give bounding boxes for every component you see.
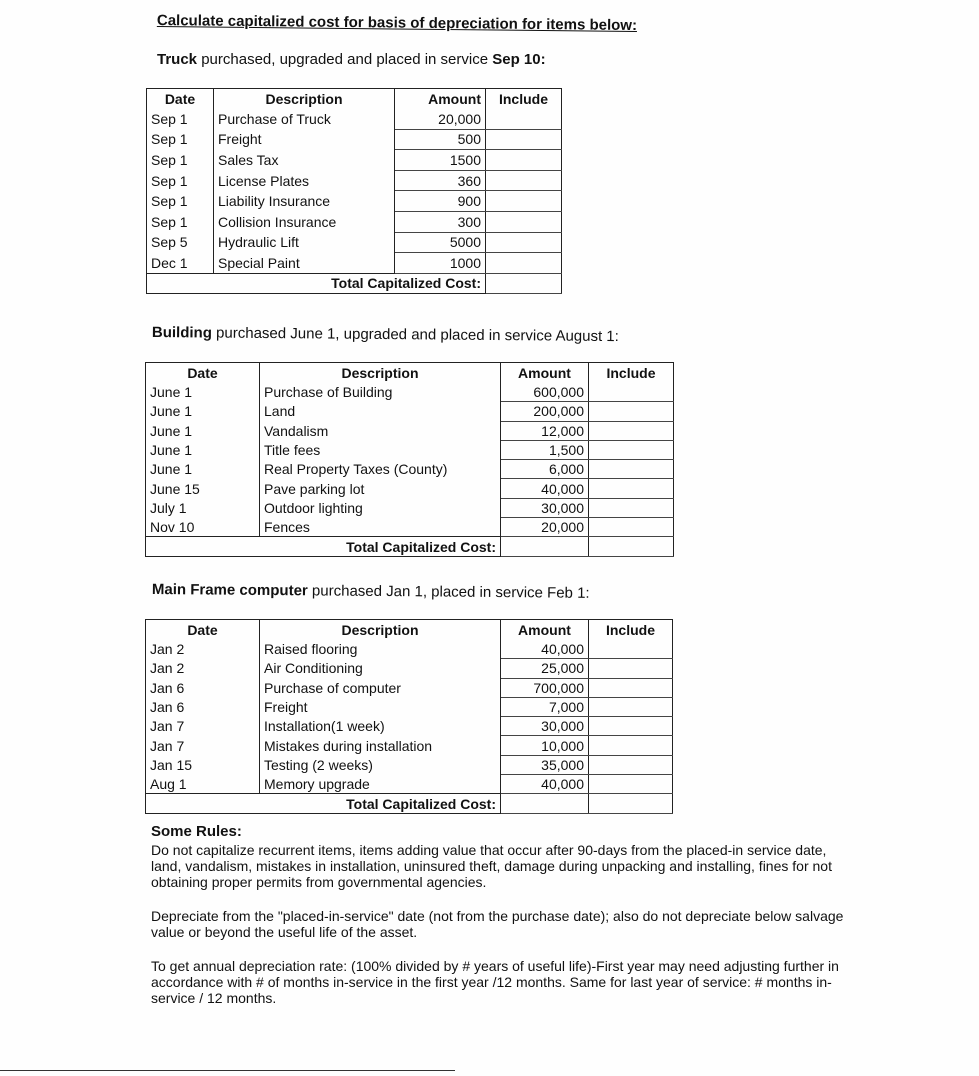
building-table-body (146, 383, 674, 537)
date-cell: Sep 1 (147, 170, 214, 191)
computer-cost-table (145, 619, 673, 814)
description-cell: Testing (2 weeks) (260, 755, 501, 774)
include-cell[interactable] (486, 253, 562, 274)
include-cell[interactable] (589, 498, 674, 517)
include-cell[interactable] (486, 109, 562, 129)
building-cost-table (145, 362, 674, 557)
date-cell: June 1 (146, 402, 260, 421)
amount-cell: 5000 (395, 232, 486, 253)
table-row (146, 421, 674, 440)
table-row (146, 678, 673, 697)
table-row (146, 383, 674, 402)
include-cell[interactable] (589, 518, 674, 537)
table-row (146, 460, 674, 479)
amount-cell: 600,000 (501, 383, 589, 402)
table-row (146, 755, 673, 774)
table-row (147, 170, 562, 191)
table-row (146, 717, 673, 736)
table-row (147, 191, 562, 212)
date-cell: Jan 7 (146, 717, 260, 736)
include-cell[interactable] (589, 640, 673, 659)
amount-cell: 200,000 (501, 402, 589, 421)
description-cell: Freight (260, 697, 501, 716)
date-cell: Jan 6 (146, 697, 260, 716)
date-cell: Jan 15 (146, 755, 260, 774)
truck-heading-date: Sep 10: (492, 51, 546, 68)
amount-cell: 500 (395, 129, 486, 150)
date-cell: Sep 1 (147, 129, 214, 150)
date-cell: June 1 (146, 440, 260, 459)
table-row (147, 211, 562, 232)
description-cell: Freight (214, 129, 395, 150)
date-cell: June 15 (146, 479, 260, 498)
table-row (146, 402, 674, 421)
table-header-row (146, 363, 674, 384)
table-row (146, 440, 674, 459)
include-cell[interactable] (486, 191, 562, 212)
truck-table-body (147, 109, 562, 273)
description-cell: License Plates (214, 170, 395, 191)
table-row (146, 498, 674, 517)
truck-heading-text: purchased, upgraded and placed in service (197, 51, 493, 68)
include-cell[interactable] (589, 736, 673, 755)
include-cell[interactable] (589, 717, 673, 736)
date-cell: Jan 2 (146, 659, 260, 678)
include-cell[interactable] (486, 170, 562, 191)
date-cell: Sep 1 (147, 109, 214, 129)
amount-column-header: Amount (395, 89, 486, 110)
table-row (147, 232, 562, 253)
amount-column-header: Amount (501, 620, 589, 641)
description-cell: Purchase of Building (260, 383, 501, 402)
date-cell: Aug 1 (146, 775, 260, 794)
description-cell: Air Conditioning (260, 659, 501, 678)
amount-cell: 300 (395, 211, 486, 232)
total-capitalized-cost-input[interactable] (486, 273, 562, 293)
include-cell[interactable] (589, 460, 674, 479)
include-cell[interactable] (486, 150, 562, 171)
table-row (146, 736, 673, 755)
description-cell: Special Paint (214, 253, 395, 274)
description-cell: Vandalism (260, 421, 501, 440)
description-cell: Memory upgrade (260, 775, 501, 794)
amount-cell: 30,000 (501, 498, 589, 517)
rule-paragraph-capitalization: Do not capitalize recurrent items, items adding value that occur after 90-days from the placed-in service date, land, vandalism, mistakes in installation, uninsured theft, damage during unpacking and installing, fines for not obtaining proper permits from governmental agencies. (151, 842, 832, 890)
amount-cell: 1000 (395, 253, 486, 274)
amount-cell: 360 (395, 170, 486, 191)
amount-cell: 6,000 (501, 460, 589, 479)
date-cell: Sep 1 (147, 191, 214, 212)
total-row (146, 794, 673, 814)
table-row (146, 697, 673, 716)
include-column-header: Include (589, 363, 674, 384)
date-cell: Sep 1 (147, 211, 214, 232)
total-include-input[interactable] (589, 794, 673, 814)
description-cell: Hydraulic Lift (214, 232, 395, 253)
total-row-spacer (146, 537, 260, 557)
description-column-header: Description (214, 89, 395, 110)
include-cell[interactable] (589, 697, 673, 716)
computer-heading-bold: Main Frame computer (151, 581, 308, 600)
date-cell: June 1 (146, 421, 260, 440)
total-row (147, 273, 562, 293)
date-cell: Jan 2 (146, 640, 260, 659)
amount-cell: 20,000 (395, 109, 486, 129)
include-cell[interactable] (589, 479, 674, 498)
amount-cell: 700,000 (501, 678, 589, 697)
description-cell: Liability Insurance (214, 191, 395, 212)
description-cell: Raised flooring (260, 640, 501, 659)
date-cell: Sep 1 (147, 150, 214, 171)
description-column-header: Description (260, 363, 501, 384)
description-cell: Title fees (260, 440, 501, 459)
include-cell[interactable] (589, 678, 673, 697)
description-cell: Outdoor lighting (260, 498, 501, 517)
truck-section-heading (157, 51, 546, 68)
rule-paragraph-depreciation-rate: To get annual depreciation rate: (100% divided by # years of useful life)-First year may need adjusting further in accordance with # of months in-service in the first year /12 months. Same for last year of service: # months in-service / 12 months. (151, 958, 839, 1006)
rules-section (151, 824, 851, 1006)
date-column-header: Date (146, 363, 260, 384)
date-cell: Nov 10 (146, 518, 260, 537)
date-cell: June 1 (146, 460, 260, 479)
rule-paragraph-placed-in-service: Depreciate from the "placed-in-service" date (not from the purchase date); also do not depreciate below salvage value or beyond the useful life of the asset. (151, 908, 844, 940)
description-cell: Purchase of Truck (214, 109, 395, 129)
building-section-heading (152, 324, 619, 345)
amount-cell: 900 (395, 191, 486, 212)
truck-cost-table (146, 88, 562, 294)
computer-table-body (146, 640, 673, 794)
amount-cell: 7,000 (501, 697, 589, 716)
total-row (146, 537, 674, 557)
date-cell: July 1 (146, 498, 260, 517)
amount-cell: 12,000 (501, 421, 589, 440)
total-capitalized-cost-label: Total Capitalized Cost: (260, 537, 501, 557)
description-cell: Real Property Taxes (County) (260, 460, 501, 479)
include-cell[interactable] (486, 232, 562, 253)
amount-column-header: Amount (501, 363, 589, 384)
include-cell[interactable] (486, 211, 562, 232)
description-cell: Purchase of computer (260, 678, 501, 697)
computer-section-heading (152, 581, 590, 602)
table-row (146, 518, 674, 537)
date-cell: Jan 6 (146, 678, 260, 697)
page-bottom-divider (0, 1070, 455, 1071)
building-heading-bold: Building (151, 324, 212, 342)
include-cell[interactable] (589, 755, 673, 774)
amount-cell: 40,000 (501, 479, 589, 498)
amount-cell: 10,000 (501, 736, 589, 755)
table-row (147, 150, 562, 171)
include-cell[interactable] (589, 402, 674, 421)
description-cell: Mistakes during installation (260, 736, 501, 755)
table-row (147, 253, 562, 274)
table-header-row (146, 620, 673, 641)
description-cell: Land (260, 402, 501, 421)
date-column-header: Date (147, 89, 214, 110)
table-row (146, 479, 674, 498)
description-cell: Installation(1 week) (260, 717, 501, 736)
table-row (146, 775, 673, 794)
include-column-header: Include (486, 89, 562, 110)
amount-cell: 40,000 (501, 775, 589, 794)
amount-cell: 40,000 (501, 640, 589, 659)
table-header-row (147, 89, 562, 110)
table-row (147, 129, 562, 150)
date-column-header: Date (146, 620, 260, 641)
total-row-spacer (147, 273, 214, 293)
include-cell[interactable] (589, 775, 673, 794)
include-cell[interactable] (589, 659, 673, 678)
table-row (146, 640, 673, 659)
amount-cell: 35,000 (501, 755, 589, 774)
description-cell: Collision Insurance (214, 211, 395, 232)
truck-heading-bold: Truck (157, 51, 198, 68)
amount-cell: 20,000 (501, 518, 589, 537)
date-cell: Jan 7 (146, 736, 260, 755)
amount-cell: 25,000 (501, 659, 589, 678)
include-cell[interactable] (589, 421, 674, 440)
table-row (146, 659, 673, 678)
total-row-spacer (146, 794, 260, 814)
amount-cell: 1,500 (501, 440, 589, 459)
computer-heading-text: purchased Jan 1, placed in service Feb 1: (307, 582, 590, 602)
description-cell: Pave parking lot (260, 479, 501, 498)
include-cell[interactable] (486, 129, 562, 150)
total-amount-input[interactable] (501, 794, 589, 814)
date-cell: Dec 1 (147, 253, 214, 274)
total-capitalized-cost-label: Total Capitalized Cost: (214, 273, 486, 293)
include-column-header: Include (589, 620, 673, 641)
total-capitalized-cost-label: Total Capitalized Cost: (260, 794, 501, 814)
include-cell[interactable] (589, 440, 674, 459)
description-cell: Fences (260, 518, 501, 537)
amount-cell: 30,000 (501, 717, 589, 736)
page-title: Calculate capitalized cost for basis of depreciation for items below: (156, 12, 638, 35)
rules-heading: Some Rules: (151, 823, 242, 840)
date-cell: Sep 5 (147, 232, 214, 253)
date-cell: June 1 (146, 383, 260, 402)
total-amount-input[interactable] (501, 537, 589, 557)
building-heading-text: purchased June 1, upgraded and placed in service August 1: (211, 324, 619, 346)
amount-cell: 1500 (395, 150, 486, 171)
total-include-input[interactable] (589, 537, 674, 557)
description-cell: Sales Tax (214, 150, 395, 171)
description-column-header: Description (260, 620, 501, 641)
table-row (147, 109, 562, 129)
include-cell[interactable] (589, 383, 674, 402)
